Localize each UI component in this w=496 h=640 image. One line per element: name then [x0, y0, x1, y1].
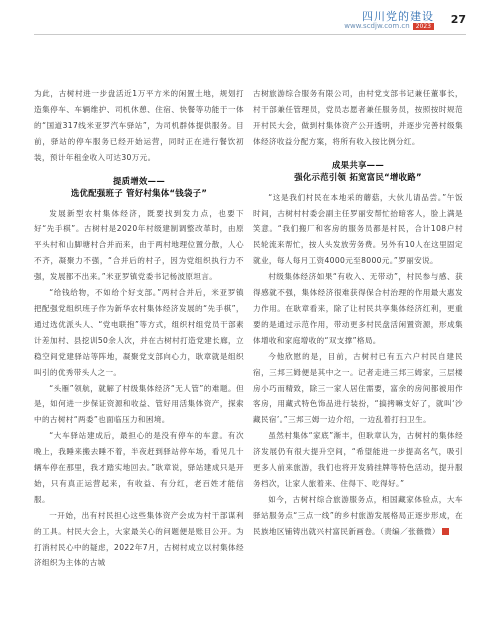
section-heading-line2: 强化示范引领 拓宽富民“增收路”	[294, 171, 422, 182]
paragraph: 为此，古树村进一步盘活近1万平方米的闲置土地，规划打造集停车、车辆维护、司机休憩、住宿、快餐等功能于一体的“国道317线米亚罗汽车驿站”，为司机群体提供服务。目前，驿站的停车服务已经开始运营，同时正在进行餐饮初装，预计年租金收入可达30万元。	[34, 89, 244, 162]
paragraph: 今他欣慰的是，目前，古树村已有五六户村民自建民宿，三邦三姆便是其中之一。记者走进三邦三姆家，三层楼房小巧而精致，除三一家人居住需要，富余的房间都被用作客房，用藏式特色饰品进行装扮，“搞拷嘛支好了，就叫‘沙藏民宿’。”三邦三姆一边介绍，一边乱着打扫卫生。	[253, 351, 463, 425]
section-heading-line1: 提质增效——	[112, 175, 166, 186]
paragraph: 发展新型农村集体经济，既要找到发力点，也要下好“先手棋”。古树村是2020年村级建制调整改革时，由原平头村和山脚塘村合并而来，由于两村地理位置分散，人心不齐，凝聚力不强，“合并后的村子，因为党组织执行力不强，发展都不出来。”米亚罗镇党委书记杨波原坦言。	[34, 208, 244, 282]
section-heading-line1: 成果共享——	[331, 159, 385, 170]
paragraph: “大车驿站建成后，最担心的是没有停车的车意。有次晚上，我睡来搬去睡不着，半夜赶到驿站停车场，看见几十辆车停在那里，我才踏实地回去。”耿章说，驿站建成只是开始，只有真正运营起来，有收益、有分红，老百姓才能信服。	[34, 431, 244, 504]
header-divider	[34, 34, 466, 35]
paragraph: “这是我们村民在本地采的蘑菇，大伙儿请品尝。”午饭时间，古树村村委会副主任罗丽安帮忙抬暗客人，脸上满是笑意。“我们搬厂和客房的服务员都是村民，合计108户村民轮流来帮忙，按人头发放劳务费。另外有10人在这里固定就业，每人每月工资4000元至8000元。”罗丽安说。	[253, 192, 463, 266]
paragraph: “头雁”领航，就解了村级集体经济“无人管”的难题。但是，如何进一步保证资源和收益、管好用活集体资产，探索中的古树村“两委”也面临压力和困境。	[34, 383, 244, 425]
paragraph-final	[253, 492, 463, 540]
paragraph: “给钱给物，不如给个好支部。”两村合并后，米亚罗镇把配强党组织班子作为新华农村集体经济发展的“先手棋”，通过选优派头人、“党电联抱”等方式，组织村组党员干部素计差加村、县挖训50余人次，并在古树村打造党建长廊，立稳空间党建驿站等阵地，凝聚党支部向心力，耿章就是组织叫引的优秀带头人之一。	[34, 288, 244, 377]
paragraph: 古树旅游综合服务有限公司，由村党支部书记兼任董事长，村干部兼任管理员，党员志愿者兼任服务员，按照按时规范开村民大会，做到村集体资产公开透明，并逐步完善村级集体经济收益分配方案，将所有收入按比例分红。	[253, 89, 463, 146]
page-number: 27	[450, 13, 466, 26]
left-column	[34, 86, 244, 571]
magazine-title: 四川党的建设	[362, 10, 434, 23]
section-heading-line2: 选优配强班子 管好村集体“钱袋子”	[70, 187, 208, 198]
end-mark-icon	[442, 528, 449, 535]
year-badge: 2023	[413, 23, 434, 30]
section-heading	[34, 175, 244, 199]
website-text: www.scdjw.com.cn	[344, 22, 410, 30]
right-column	[253, 86, 463, 540]
page-header	[0, 0, 496, 48]
section-heading	[253, 159, 463, 183]
paragraph: 一开始，出有村民担心这些集体资产会成为村干部谋利的工具。村民大会上，大家最关心的问题便是账目公开。为打消村民心中的疑虑，2022年7月，古树村成立以村集体经济组织为主体的古城	[34, 510, 244, 568]
magazine-website	[344, 22, 434, 30]
paragraph-text: 如今，古树村综合旅游服务点，相国藏家体验点，大车驿站服务点“三点一线”的乡村旅游发展格局正逐步形成，在民族地区铺铸出就兴村富民新画卷。（责编／张薇微）	[253, 494, 463, 536]
paragraph: 村级集体经济如果“有收入、无带动”，村民参与感、获得感就不强，集体经济很难获得保合村治理的作用最大惠发力作用。在耿章看来，除了让村民共享集体经济红利，更重要的是通过示范作用，带动更多村民盘活闲置资源，形成集体增收和家庭增收的“双支撑”格局。	[253, 272, 463, 345]
paragraph: 虽然村集体“家底”渐丰，但耿章认为，古树村的集体经济发展仍有很大提升空间，“希望能进一步提高名气，吸引更多人前来旅游，我们也将开发骑挂牌等特色活动，提升服务档次，让家人旅着来、住得下、吃得好。”	[253, 431, 463, 488]
